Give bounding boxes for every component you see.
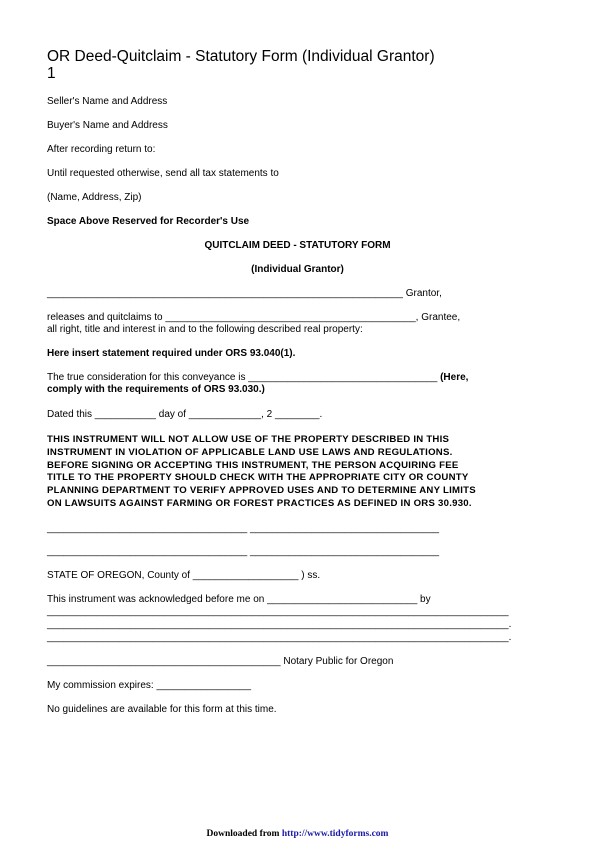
tax-statements-label: Until requested otherwise, send all tax statements to: [47, 168, 279, 179]
acknowledged-line: This instrument was acknowledged before me on ___________________________ by: [47, 594, 431, 605]
signature-line-2: ____________________________________ __________________________________: [47, 546, 440, 557]
footer-link[interactable]: http://www.tidyforms.com: [281, 829, 389, 839]
warning-line: INSTRUMENT IN VIOLATION OF APPLICABLE LAND USE LAWS AND REGULATIONS.: [47, 446, 453, 458]
dated-line: Dated this ___________ day of _____________, 2 ________.: [47, 409, 323, 420]
warning-line: THIS INSTRUMENT WILL NOT ALLOW USE OF THE PROPERTY DESCRIBED IN THIS: [47, 434, 450, 445]
form-heading: QUITCLAIM DEED - STATUTORY FORM: [204, 240, 391, 251]
warning-line: ON LAWSUITS AGAINST FARMING OR FOREST PRACTICES AS DEFINED IN ORS 30.930.: [47, 497, 472, 509]
title-line-2: 1: [47, 65, 56, 82]
document-title: [47, 48, 435, 82]
sellers-name-label: Seller's Name and Address: [47, 96, 168, 107]
consideration-text: The true consideration for this conveyance is __________________________________: [47, 372, 438, 383]
state-county-line: STATE OF OREGON, County of ___________________ ) ss.: [47, 570, 321, 581]
grantor-line: ________________________________________________________________ Grantor,: [47, 288, 442, 299]
warning-block: [47, 434, 476, 511]
no-guidelines-note: No guidelines are available for this form at this time.: [47, 704, 277, 715]
acknowledged-blank-1: ___________________________________________________________________________________: [47, 606, 509, 617]
warning-line: BEFORE SIGNING OR ACCEPTING THIS INSTRUMENT, THE PERSON ACQUIRING FEE: [47, 459, 459, 471]
warning-line: PLANNING DEPARTMENT TO VERIFY APPROVED USES AND TO DETERMINE ANY LIMITS: [47, 485, 476, 497]
footer-prefix: Downloaded from: [206, 829, 282, 839]
signature-line-1: ____________________________________ __________________________________: [47, 523, 440, 534]
buyers-name-label: Buyer's Name and Address: [47, 120, 168, 131]
acknowledged-blank-2: ___________________________________________________________________________________.: [47, 619, 512, 630]
warning-line: TITLE TO THE PROPERTY SHOULD CHECK WITH THE APPROPRIATE CITY OR COUNTY: [47, 472, 469, 484]
title-line-1: OR Deed-Quitclaim - Statutory Form (Individual Grantor): [47, 48, 435, 65]
acknowledged-blank-3: ___________________________________________________________________________________.: [47, 632, 512, 643]
comply-line: comply with the requirements of ORS 93.030.): [47, 384, 265, 395]
commission-expires-line: My commission expires: _________________: [47, 680, 252, 691]
notary-line: __________________________________________ Notary Public for Oregon: [47, 656, 394, 667]
consideration-bold: (Here,: [437, 372, 469, 383]
insert-statement-line: Here insert statement required under ORS 93.040(1).: [47, 348, 296, 359]
recorders-use-heading: Space Above Reserved for Recorder's Use: [47, 216, 250, 227]
download-footer: [0, 829, 595, 839]
all-right-line: all right, title and interest in and to the following described real property:: [47, 324, 363, 335]
after-recording-label: After recording return to:: [47, 144, 156, 155]
individual-grantor-heading: (Individual Grantor): [251, 264, 344, 275]
consideration-line: [47, 372, 468, 384]
name-address-zip-label: (Name, Address, Zip): [47, 192, 142, 203]
releases-line: releases and quitclaims to _____________________________________________, Grantee,: [47, 312, 461, 323]
